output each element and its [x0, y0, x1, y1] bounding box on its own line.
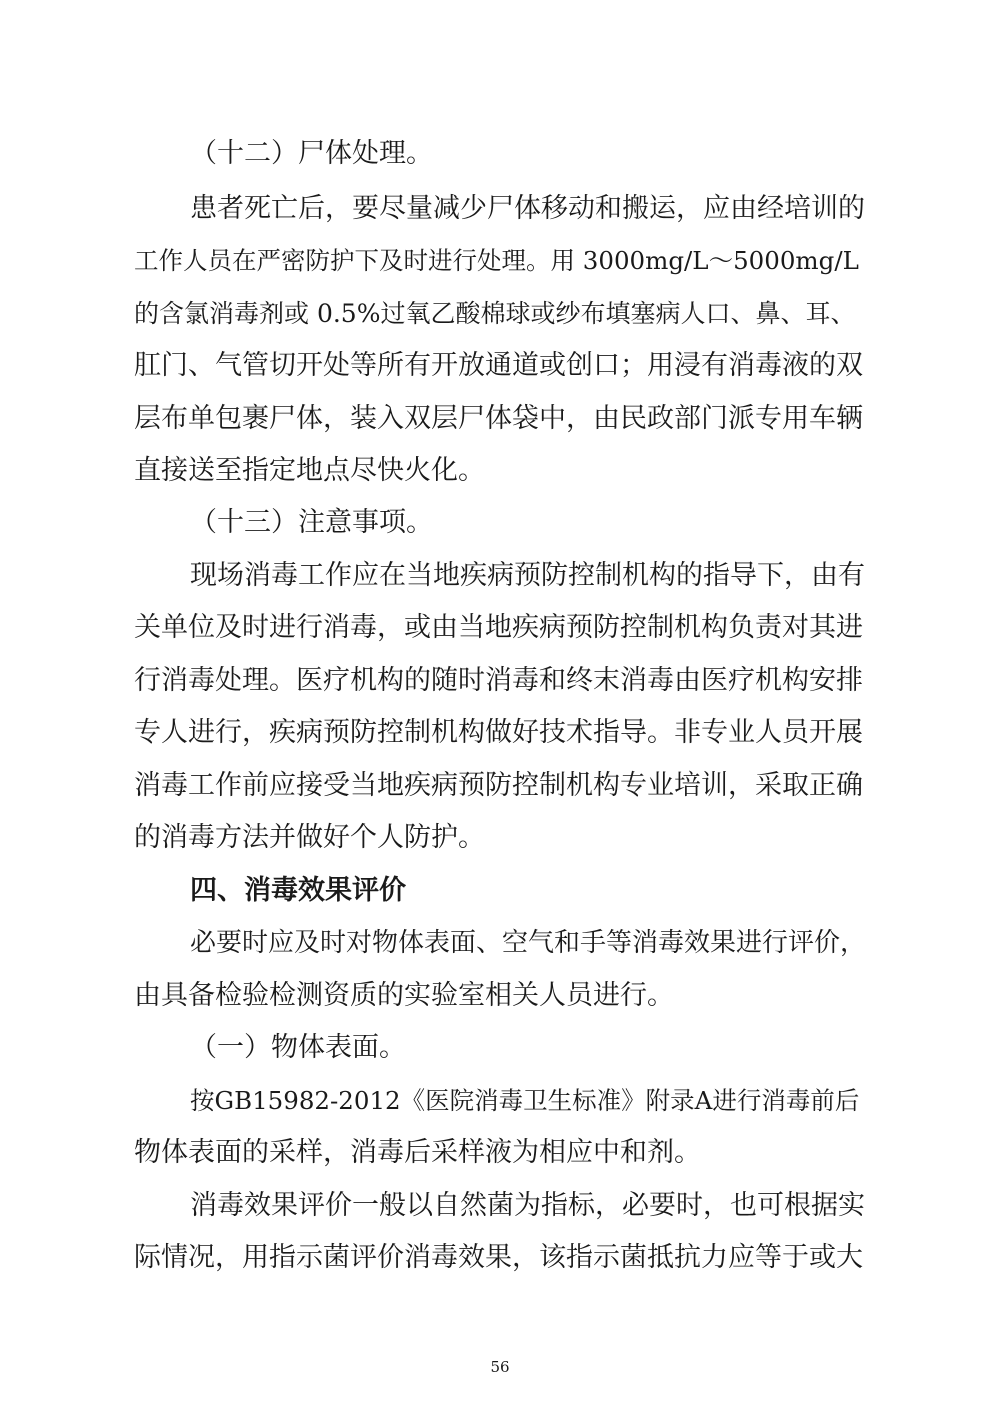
paragraph-line: 必要时应及时对物体表面、空气和手等消毒效果进行评价，: [190, 928, 867, 958]
paragraph-line: 消毒工作前应接受当地疾病预防控制机构专业培训，采取正确: [134, 770, 863, 801]
heading-subsection-1: （一）物体表面。: [190, 1032, 406, 1063]
paragraph-line: 由具备检验检测资质的实验室相关人员进行。: [134, 980, 674, 1011]
heading-section-13: （十三）注意事项。: [190, 507, 433, 538]
paragraph-line: 患者死亡后，要尽量减少尸体移动和搬运，应由经培训的: [190, 193, 865, 224]
paragraph-line: 现场消毒工作应在当地疾病预防控制机构的指导下，由有: [190, 560, 865, 591]
heading-section-12: （十二）尸体处理。: [190, 138, 433, 169]
paragraph-line: 际情况，用指示菌评价消毒效果，该指示菌抵抗力应等于或大: [134, 1242, 863, 1273]
paragraph-line: 按GB15982-2012《医院消毒卫生标准》附录A进行消毒前后: [190, 1086, 860, 1115]
paragraph-line: 关单位及时进行消毒，或由当地疾病预防控制机构负责对其进: [134, 612, 863, 643]
paragraph-line: 层布单包裹尸体，装入双层尸体袋中，由民政部门派专用车辆: [134, 403, 863, 434]
paragraph-line: 消毒效果评价一般以自然菌为指标，必要时，也可根据实: [190, 1190, 865, 1221]
paragraph-line: 的含氯消毒剂或 0.5%过氧乙酸棉球或纱布填塞病人口、鼻、耳、: [134, 299, 856, 328]
paragraph-line: 肛门、气管切开处等所有开放通道或创口；用浸有消毒液的双: [134, 350, 863, 381]
section-heading-4: 四、消毒效果评价: [190, 875, 406, 906]
paragraph-line: 工作人员在严密防护下及时进行处理。用 3000mg/L～5000mg/L: [134, 246, 859, 275]
paragraph-line: 的消毒方法并做好个人防护。: [134, 822, 485, 853]
page-number: 56: [490, 1358, 510, 1376]
paragraph-line: 专人进行，疾病预防控制机构做好技术指导。非专业人员开展: [134, 717, 863, 748]
paragraph-line: 直接送至指定地点尽快火化。: [134, 455, 485, 486]
paragraph-line: 行消毒处理。医疗机构的随时消毒和终末消毒由医疗机构安排: [134, 665, 863, 696]
paragraph-line: 物体表面的采样，消毒后采样液为相应中和剂。: [134, 1137, 701, 1168]
